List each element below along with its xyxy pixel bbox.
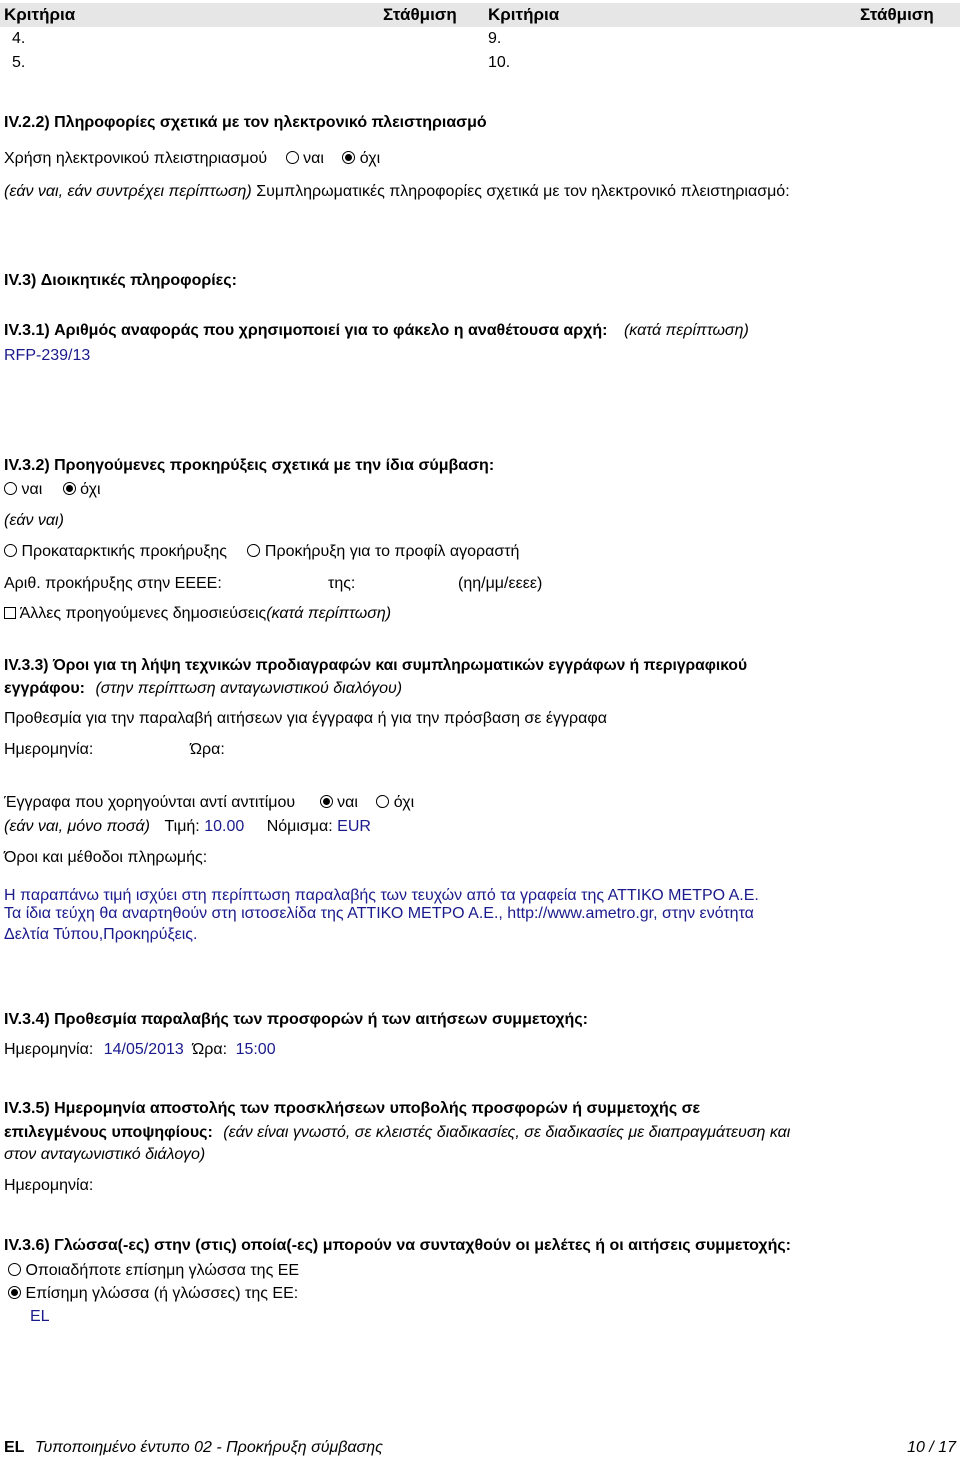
section-iv31-heading-row [4, 322, 749, 340]
language-official-label: Επίσημη γλώσσα (ή γλώσσες) της ΕΕ: [25, 1285, 299, 1302]
tender-date-value: 14/05/2013 [103, 1041, 184, 1058]
price-row [4, 818, 371, 836]
previous-notices-row [4, 481, 101, 499]
section-iv35-heading-line2: επιλεγμένους υποψηφίους: [4, 1124, 213, 1141]
price-value: 10.00 [204, 818, 245, 835]
table-header-row [0, 3, 960, 27]
payment-terms-label: Όροι και μέθοδοι πληρωμής: [4, 849, 208, 866]
auction-note-text: Συμπληρωματικές πληροφορίες σχετικά με τον ηλεκτρονικό πλειστηριασμό: [256, 183, 790, 200]
documents-deadline-label: Προθεσμία για την παραλαβή αιτήσεων για έγγραφα ή για την πρόσβαση σε έγγραφα [4, 710, 607, 727]
if-yes-label: (εάν ναι) [4, 512, 64, 529]
electronic-auction-row [4, 150, 380, 168]
paid-documents-row [4, 794, 414, 812]
invitation-date-label: Ημερομηνία: [4, 1177, 94, 1194]
section-iv3-heading: IV.3) Διοικητικές πληροφορίες: [4, 272, 237, 289]
other-publications-row [4, 605, 391, 623]
auction-note [4, 183, 790, 201]
other-publications-qualifier: (κατά περίπτωση) [266, 605, 392, 622]
previous-no-radio[interactable] [63, 482, 76, 495]
section-iv33-heading-line2-row [4, 680, 402, 698]
section-iv22-heading: IV.2.2) Πληροφορίες σχετικά με τον ηλεκτρονικό πλειστηριασμό [4, 114, 487, 131]
table-header-criteria-2: Κριτήρια [488, 5, 560, 24]
currency-label: Νόμισμα: [266, 818, 333, 835]
other-publications-checkbox[interactable] [4, 607, 16, 619]
language-any-radio[interactable] [8, 1263, 21, 1276]
section-iv36-heading: IV.3.6) Γλώσσα(-ες) στην (στις) οποία(-ες) μπορούν να συνταχθούν οι μελέτες ή οι αιτήσεις συμμετοχής: [4, 1237, 791, 1254]
other-publications-label: Άλλες προηγούμενες δημοσιεύσεις [19, 605, 267, 622]
auction-yes-radio[interactable] [286, 151, 299, 164]
paid-yes-radio[interactable] [320, 795, 333, 808]
language-official-radio[interactable] [8, 1286, 21, 1299]
notice-type-row [4, 543, 519, 561]
language-any-label: Οποιαδήποτε επίσημη γλώσσα της ΕΕ [25, 1262, 300, 1279]
info-line-1: Η παραπάνω τιμή ισχύει στη περίπτωση παραλαβής των τευχών από τα γραφεία της ΑΤΤΙΚΟ ΜΕΤΡΟ Α.Ε. [4, 887, 759, 904]
paid-no-label: όχι [393, 794, 415, 811]
tender-time-label: Ώρα: [192, 1041, 228, 1058]
auction-no-label: όχι [359, 150, 381, 167]
info-line-2: Τα ίδια τεύχη θα αναρτηθούν στη ιστοσελίδα της ΑΤΤΙΚΟ ΜΕΤΡΟ Α.Ε., http://www.ametro.gr, στην ενότητα [4, 905, 754, 922]
notice-date-format: (ηη/μμ/εεεε) [458, 575, 543, 592]
tender-date-label: Ημερομηνία: [4, 1041, 94, 1058]
notice-of-label: της: [328, 575, 356, 592]
table-header-criteria-1: Κριτήρια [4, 5, 76, 24]
info-line-3: Δελτία Τύπου,Προκηρύξεις. [4, 926, 198, 943]
paid-no-radio[interactable] [376, 795, 389, 808]
documents-time-label: Ώρα: [190, 741, 225, 758]
auction-no-radio[interactable] [342, 151, 355, 164]
price-label: Τιμή: [164, 818, 200, 835]
footer-title: Τυποποιημένο έντυπο 02 - Προκήρυξη σύμβασης [34, 1439, 383, 1456]
footer-lang: EL [4, 1439, 25, 1456]
table-header-weight-2: Στάθμιση [860, 5, 934, 24]
language-official-row [8, 1285, 298, 1303]
section-iv35-qualifier-1: (εάν είναι γνωστό, σε κλειστές διαδικασίες, σε διαδικασίες με διαπραγμάτευση και [223, 1124, 791, 1141]
table-row-2-criteria: 5. [12, 54, 26, 71]
footer [4, 1439, 383, 1457]
tender-deadline-row [4, 1041, 276, 1059]
section-iv35-heading-line2-row [4, 1124, 790, 1142]
buyer-profile-notice-label: Προκήρυξη για το προφίλ αγοραστή [264, 543, 520, 560]
notice-number-label: Αριθ. προκήρυξης στην ΕΕΕΕ: [4, 575, 222, 592]
table-row-1-criteria: 4. [12, 30, 26, 47]
documents-date-label: Ημερομηνία: [4, 741, 94, 758]
paid-yes-label: ναι [337, 794, 358, 811]
section-iv31-heading: IV.3.1) Αριθμός αναφοράς που χρησιμοποιεί για το φάκελο η αναθέτουσα αρχή: [4, 322, 608, 339]
section-iv33-qualifier: (στην περίπτωση ανταγωνιστικού διαλόγου) [95, 680, 403, 697]
section-iv33-heading-line1: IV.3.3) Όροι για τη λήψη τεχνικών προδιαγραφών και συμπληρωματικών εγγράφων ή περιγραφικού [4, 657, 748, 674]
section-iv33-heading-line2: εγγράφου: [4, 680, 85, 697]
tender-time-value: 15:00 [235, 1041, 276, 1058]
footer-page-number: 10 / 17 [907, 1439, 956, 1456]
amount-note: (εάν ναι, μόνο ποσά) [4, 818, 150, 835]
previous-no-label: όχι [80, 481, 101, 498]
previous-yes-radio[interactable] [4, 482, 17, 495]
auction-yes-label: ναι [303, 150, 324, 167]
language-value: EL [30, 1308, 50, 1325]
paid-documents-label: Έγγραφα που χορηγούνται αντί αντιτίμου [4, 794, 296, 811]
table-header-weight-1: Στάθμιση [383, 5, 457, 24]
auction-note-italic: (εάν ναι, εάν συντρέχει περίπτωση) [4, 183, 252, 200]
section-iv31-qualifier: (κατά περίπτωση) [623, 322, 749, 339]
currency-value: EUR [337, 818, 371, 835]
section-iv35-qualifier-2: στον ανταγωνιστικό διάλογο) [4, 1146, 206, 1163]
buyer-profile-notice-radio[interactable] [247, 544, 260, 557]
language-any-row [8, 1262, 299, 1280]
section-iv34-heading: IV.3.4) Προθεσμία παραλαβής των προσφορών ή των αιτήσεων συμμετοχής: [4, 1011, 588, 1028]
prior-info-notice-label: Προκαταρκτικής προκήρυξης [21, 543, 227, 560]
table-row-2-criteria-2: 10. [488, 54, 511, 71]
section-iv32-heading: IV.3.2) Προηγούμενες προκηρύξεις σχετικά με την ίδια σύμβαση: [4, 457, 495, 474]
electronic-auction-question: Χρήση ηλεκτρονικού πλειστηριασμού [4, 150, 268, 167]
section-iv35-heading-line1: IV.3.5) Ημερομηνία αποστολής των προσκλήσεων υποβολής προσφορών ή συμμετοχής σε [4, 1100, 701, 1117]
table-row-1-criteria-2: 9. [488, 30, 502, 47]
prior-info-notice-radio[interactable] [4, 544, 17, 557]
previous-yes-label: ναι [21, 481, 43, 498]
reference-number-value: RFP-239/13 [4, 347, 91, 364]
